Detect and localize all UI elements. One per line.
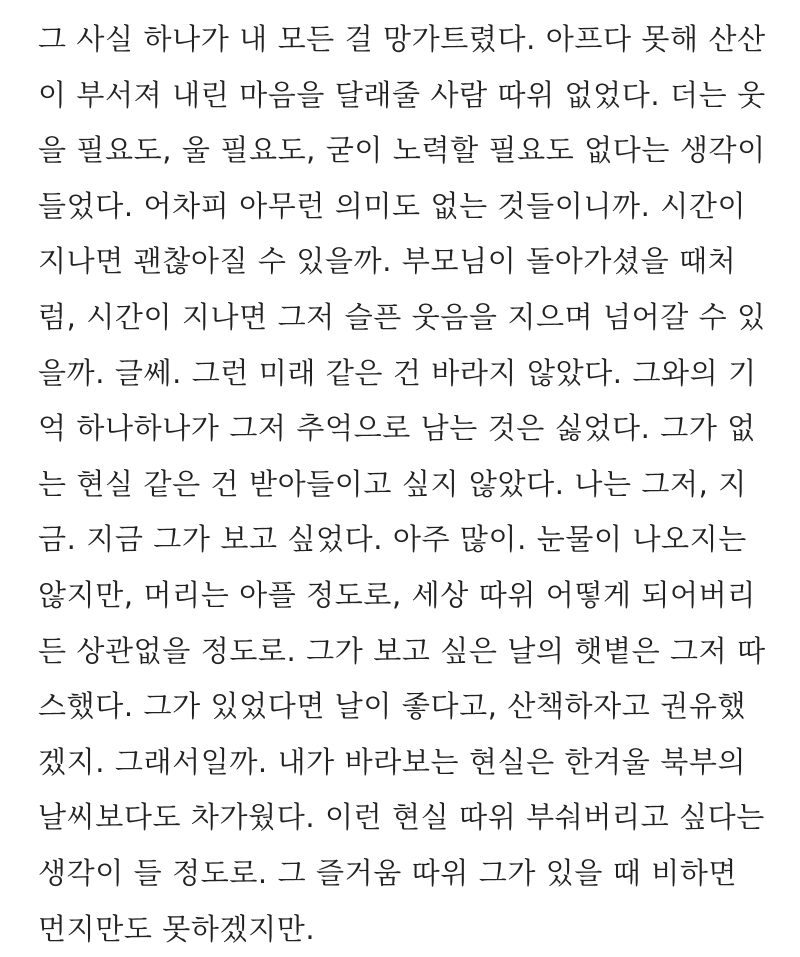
text-line: 먼지만도 못하겠지만. [38,902,770,957]
text-line: 금. 지금 그가 보고 싶었다. 아주 많이. 눈물이 나오지는 [38,512,770,568]
text-line: 않지만, 머리는 아플 정도로, 세상 따위 어떻게 되어버리 [38,568,770,624]
text-line: 억 하나하나가 그저 추억으로 남는 것은 싫었다. 그가 없 [38,401,770,457]
text-line: 을까. 글쎄. 그런 미래 같은 건 바라지 않았다. 그와의 기 [38,346,770,402]
text-line: 든 상관없을 정도로. 그가 보고 싶은 날의 햇볕은 그저 따 [38,624,770,680]
text-line: 겠지. 그래서일까. 내가 바라보는 현실은 한겨울 북부의 [38,735,770,791]
text-line: 생각이 들 정도로. 그 즐거움 따위 그가 있을 때 비하면 [38,846,770,902]
text-line: 을 필요도, 울 필요도, 굳이 노력할 필요도 없다는 생각이 [38,123,770,179]
text-line: 이 부서져 내린 마음을 달래줄 사람 따위 없었다. 더는 웃 [38,68,770,124]
text-line: 지나면 괜찮아질 수 있을까. 부모님이 돌아가셨을 때처 [38,234,770,290]
text-line: 날씨보다도 차가웠다. 이런 현실 따위 부숴버리고 싶다는 [38,790,770,846]
text-line: 럼, 시간이 지나면 그저 슬픈 웃음을 지으며 넘어갈 수 있 [38,290,770,346]
text-line: 그 사실 하나가 내 모든 걸 망가트렸다. 아프다 못해 산산 [38,12,770,68]
text-line: 스했다. 그가 있었다면 날이 좋다고, 산책하자고 권유했 [38,679,770,735]
text-line: 들었다. 어차피 아무런 의미도 없는 것들이니까. 시간이 [38,179,770,235]
text-line: 는 현실 같은 건 받아들이고 싶지 않았다. 나는 그저, 지 [38,457,770,513]
